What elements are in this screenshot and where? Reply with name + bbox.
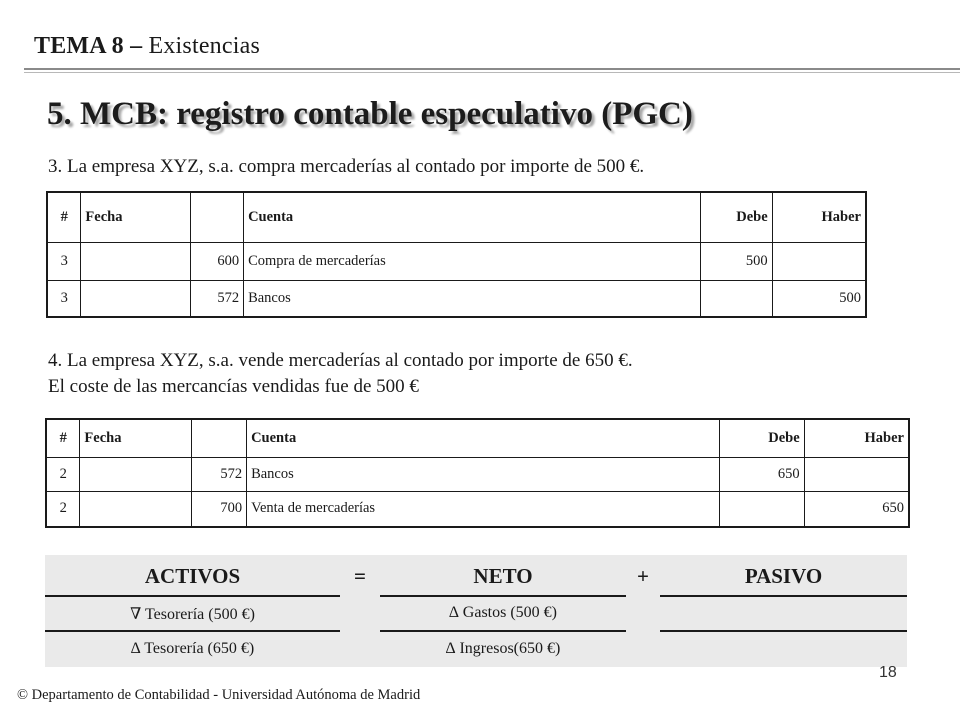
neto-entry-2: ∆ Ingresos(650 €): [445, 640, 561, 657]
page-number: 18: [879, 664, 897, 681]
col-cuenta-header: Cuenta: [247, 419, 720, 457]
footer-copyright: © Departamento de Contabilidad - Universidad Autónoma de Madrid: [17, 687, 421, 703]
cell-haber: 650: [804, 491, 909, 527]
cell-haber: [772, 242, 866, 280]
col-code-header: [192, 419, 247, 457]
cell-num: 3: [47, 242, 81, 280]
neto-rule-2: [380, 630, 626, 632]
equation-equals-sign: =: [354, 564, 366, 588]
equation-pasivo-heading: PASIVO: [744, 564, 823, 588]
table-row: [47, 280, 866, 317]
col-code-header: [191, 192, 244, 242]
activos-rule-2: [45, 630, 340, 632]
cell-haber: 500: [772, 280, 866, 317]
neto-entry-1: ∆ Gastos (500 €): [449, 604, 557, 621]
cell-cuenta: Compra de mercaderías: [244, 242, 701, 280]
table-row: [46, 491, 909, 527]
col-fecha-header: Fecha: [80, 419, 192, 457]
table-row: [46, 457, 909, 491]
case3-statement: 3. La empresa XYZ, s.a. compra mercaderías al contado por importe de 500 €.: [48, 156, 645, 177]
cell-code: 572: [192, 457, 247, 491]
cell-cuenta: Venta de mercaderías: [247, 491, 720, 527]
header-rule-thin: [24, 72, 960, 73]
slide-title: 5. MCB: registro contable especulativo (PGC): [47, 96, 693, 132]
case4-statement-line1: 4. La empresa XYZ, s.a. vende mercaderías al contado por importe de 650 €.: [48, 350, 633, 371]
col-haber-header: Haber: [772, 192, 866, 242]
cell-cuenta: Bancos: [247, 457, 720, 491]
cell-debe: [719, 491, 804, 527]
journal-table-case3: [46, 191, 867, 318]
cell-num: 3: [47, 280, 81, 317]
activos-entry-2: ∆ Tesorería (650 €): [130, 640, 255, 657]
table-row: [47, 242, 866, 280]
table-header-row: [47, 192, 866, 242]
cell-fecha: [80, 491, 192, 527]
cell-debe: [700, 280, 772, 317]
cell-debe: 500: [700, 242, 772, 280]
equation-neto-heading: NETO: [473, 564, 533, 588]
col-num-header: #: [47, 192, 81, 242]
cell-code: 600: [191, 242, 244, 280]
neto-rule: [380, 595, 626, 597]
cell-fecha: [81, 280, 191, 317]
header-rule: [24, 68, 960, 70]
col-debe-header: Debe: [719, 419, 804, 457]
cell-code: 572: [191, 280, 244, 317]
col-cuenta-header: Cuenta: [244, 192, 701, 242]
activos-entry-1: ∇ Tesorería (500 €): [130, 606, 255, 623]
col-num-header: #: [46, 419, 80, 457]
journal-table-case4: [45, 418, 910, 528]
equation-activos-heading: ACTIVOS: [144, 564, 241, 588]
equation-plus-sign: +: [637, 564, 649, 588]
cell-debe: 650: [719, 457, 804, 491]
cell-fecha: [80, 457, 192, 491]
pasivo-rule-2: [660, 630, 907, 632]
topic-header: [34, 33, 260, 60]
table-header-row: [46, 419, 909, 457]
cell-haber: [804, 457, 909, 491]
cell-num: 2: [46, 491, 80, 527]
topic-name: Existencias: [142, 33, 260, 59]
cell-cuenta: Bancos: [244, 280, 701, 317]
activos-rule: [45, 595, 340, 597]
cell-num: 2: [46, 457, 80, 491]
cell-fecha: [81, 242, 191, 280]
col-haber-header: Haber: [804, 419, 909, 457]
col-fecha-header: Fecha: [81, 192, 191, 242]
topic-number: TEMA 8 –: [34, 33, 143, 59]
case4-statement-line2: El coste de las mercancías vendidas fue de 500 €: [48, 376, 419, 397]
pasivo-rule: [660, 595, 907, 597]
cell-code: 700: [192, 491, 247, 527]
col-debe-header: Debe: [700, 192, 772, 242]
